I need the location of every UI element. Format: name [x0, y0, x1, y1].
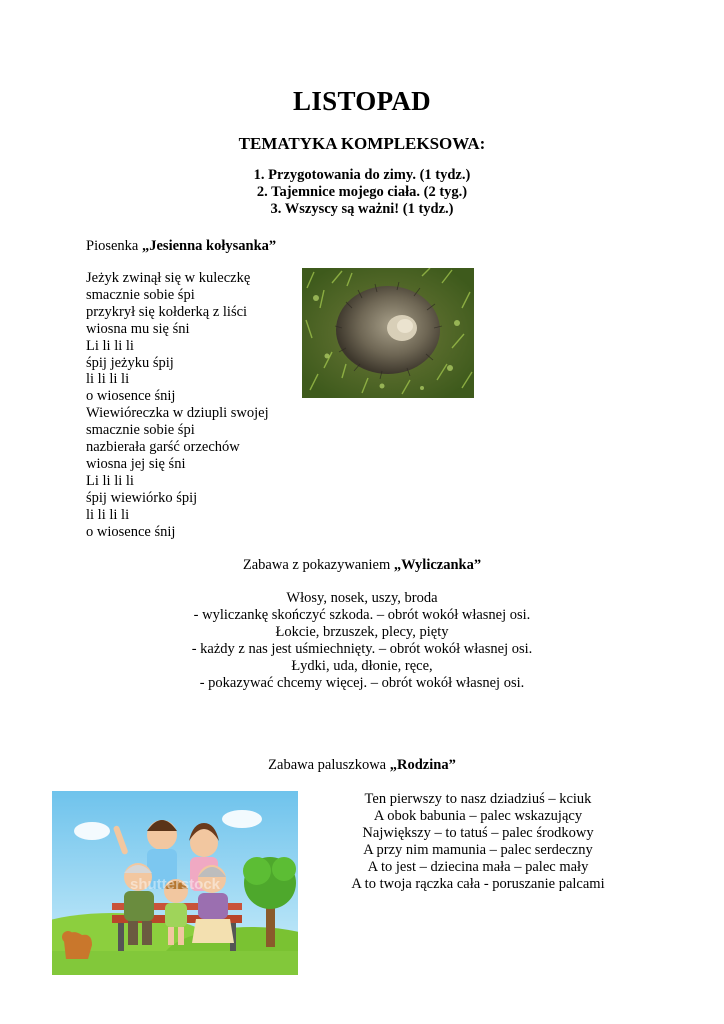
lyric-line: nazbierała garść orzechów — [86, 439, 240, 456]
lyric-line: li li li li — [86, 506, 130, 523]
game2-verse — [326, 791, 630, 892]
topic-item: 3. Wszyscy są ważni! (1 tydz.) — [270, 201, 454, 217]
song-heading — [86, 238, 276, 255]
game1-heading-prefix: Zabawa z pokazywaniem — [242, 557, 394, 573]
watermark-text: shutterstock — [129, 876, 221, 893]
lyric-line: Wiewióreczka w dziupli swojej — [86, 405, 269, 422]
game2-heading-prefix: Zabawa paluszkowa — [268, 757, 390, 773]
lyric-line: wiosna jej się śni — [86, 455, 186, 472]
topics-list — [0, 167, 724, 218]
family-illustration — [52, 791, 298, 975]
verse-line: Ten pierwszy to nasz dziadziuś – kciuk — [364, 791, 592, 807]
page-title: LISTOPAD — [293, 86, 431, 116]
game1-title: „Wyliczanka” — [393, 557, 482, 573]
lyric-line: Li li li li — [86, 472, 134, 489]
lyric-line: śpij jeżyku śpij — [86, 354, 174, 371]
verse-line: A to jest – dziecina mała – palec mały — [367, 858, 589, 875]
song-lyrics — [86, 270, 269, 541]
verse-line: A przy nim mamunia – palec serdeczny — [363, 841, 593, 858]
verse-line: Włosy, nosek, uszy, broda — [286, 590, 438, 606]
verse-line: - wyliczankę skończyć szkoda. – obrót wokół własnej osi. — [193, 606, 531, 623]
lyric-line: o wiosence śnij — [86, 388, 176, 405]
lyric-line: li li li li — [86, 371, 130, 388]
verse-line: A to twoja rączka cała - poruszanie palcami — [351, 875, 605, 892]
game1-verse — [0, 590, 724, 691]
verse-line: - pokazywać chcemy więcej. – obrót wokół własnej osi. — [199, 674, 525, 691]
page-subtitle: TEMATYKA KOMPLEKSOWA: — [238, 134, 486, 153]
verse-line: - każdy z nas jest uśmiechnięty. – obrót wokół własnej osi. — [191, 640, 533, 657]
lyric-line: o wiosence śnij — [86, 523, 176, 540]
song-heading-prefix: Piosenka — [86, 238, 142, 254]
verse-line: Łokcie, brzuszek, plecy, pięty — [275, 623, 449, 640]
lyric-line: śpij wiewiórko śpij — [86, 489, 198, 506]
hedgehog-photo — [302, 268, 474, 398]
lyric-line: smacznie sobie śpi — [86, 422, 195, 439]
verse-line: Łydki, uda, dłonie, ręce, — [291, 657, 433, 674]
game2-title: „Rodzina” — [389, 757, 456, 773]
song-title: „Jesienna kołysanka” — [141, 238, 277, 254]
verse-line: A obok babunia – palec wskazujący — [373, 807, 583, 824]
lyric-line: wiosna mu się śni — [86, 320, 190, 337]
lyric-line: Jeżyk zwinął się w kuleczkę — [86, 270, 251, 286]
topic-item: 1. Przygotowania do zimy. (1 tydz.) — [253, 167, 471, 183]
verse-line: Największy – to tatuś – palec środkowy — [362, 824, 594, 841]
lyric-line: Li li li li — [86, 337, 134, 354]
topic-item: 2. Tajemnice mojego ciała. (2 tyg.) — [256, 184, 468, 200]
lyric-line: przykrył się kołderką z liści — [86, 303, 248, 320]
lyric-line: smacznie sobie śpi — [86, 286, 195, 303]
game2-heading — [0, 757, 724, 774]
game1-heading — [0, 557, 724, 574]
